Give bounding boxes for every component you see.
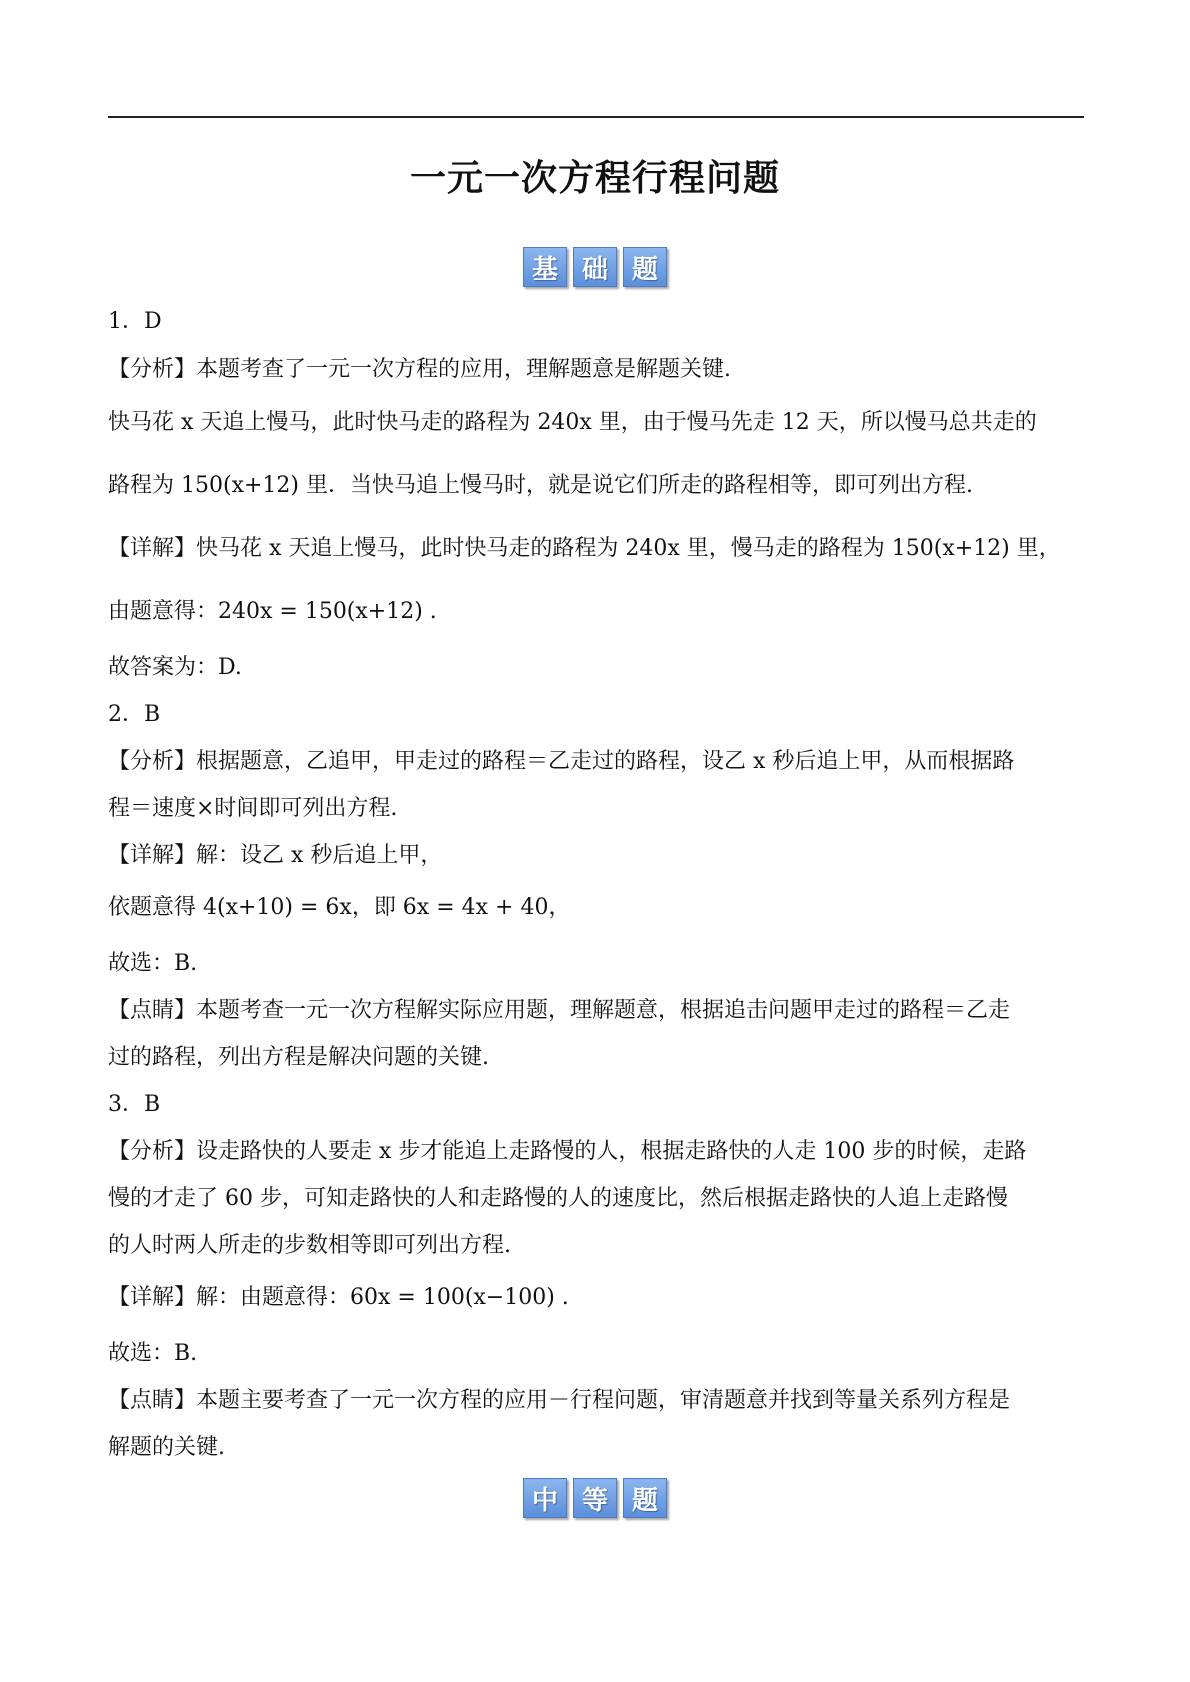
comment-line: 解题的关键. [108,1435,225,1460]
equation-line: 由题意得：240x = 150(x+12) . [108,599,437,624]
badge-char: 题 [623,247,667,287]
detail-line: 【详解】解：设乙 x 秒后追上甲， [108,843,443,868]
section-badge-middle [0,1478,1190,1518]
comment-line: 【点睛】本题考查一元一次方程解实际应用题，理解题意，根据追击问题甲走过的路程＝乙走 [108,998,1011,1023]
analysis-line: 【分析】设走路快的人要走 x 步才能追上走路慢的人，根据走路快的人走 100 步的时候，走路 [108,1139,1027,1164]
badge-char: 基 [523,247,567,287]
answer-line: 2．B [108,702,161,727]
badge-char: 题 [623,1478,667,1518]
analysis-line: 的人时两人所走的步数相等即可列出方程. [108,1233,511,1258]
conclusion-line: 故选：B. [108,951,198,976]
analysis-line: 【分析】本题考查了一元一次方程的应用，理解题意是解题关键. [108,357,731,382]
conclusion-line: 故选：B. [108,1341,198,1366]
analysis-line: 慢的才走了 60 步，可知走路快的人和走路慢的人的速度比，然后根据走路快的人追上走路慢 [108,1186,1008,1211]
badge-char: 础 [573,247,617,287]
analysis-line: 【分析】根据题意，乙追甲，甲走过的路程＝乙走过的路程，设乙 x 秒后追上甲，从而根据路 [108,749,1015,774]
answer-line: 3．B [108,1092,161,1117]
equation-line: 【详解】解：由题意得：60x = 100(x−100) . [108,1285,569,1310]
analysis-line: 快马花 x 天追上慢马，此时快马走的路程为 240x 里，由于慢马先走 12 天，所以慢马总共走的 [108,410,1037,435]
top-rule [108,116,1084,118]
badge-char: 等 [573,1478,617,1518]
comment-line: 过的路程，列出方程是解决问题的关键. [108,1045,489,1070]
equation-line: 依题意得 4(x+10) = 6x，即 6x = 4x + 40， [108,895,571,920]
conclusion-line: 故答案为：D. [108,655,242,680]
page-title: 一元一次方程行程问题 [409,158,780,199]
comment-line: 【点睛】本题主要考查了一元一次方程的应用－行程问题，审清题意并找到等量关系列方程是 [108,1388,1011,1413]
answer-line: 1．D [108,309,162,334]
detail-line: 【详解】快马花 x 天追上慢马，此时快马走的路程为 240x 里，慢马走的路程为 150(x+12) 里， [108,536,1061,561]
analysis-line: 路程为 150(x+12) 里．当快马追上慢马时，就是说它们所走的路程相等，即可列出方程. [108,473,973,498]
badge-char: 中 [523,1478,567,1518]
section-badge-basic [0,247,1190,287]
analysis-line: 程＝速度×时间即可列出方程. [108,796,398,821]
